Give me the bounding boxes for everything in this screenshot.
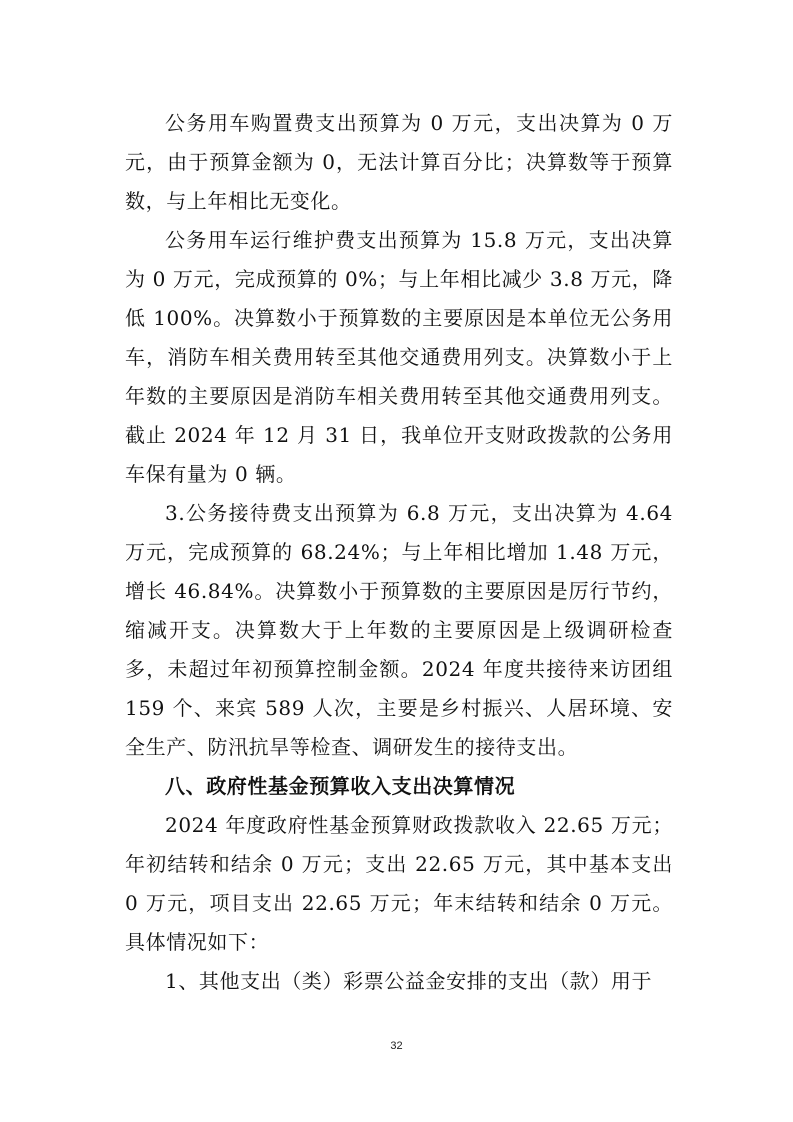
paragraph-other-expense: 1、其他支出（类）彩票公益金安排的支出（款）用于: [165, 969, 653, 993]
section-heading: 八、政府性基金预算收入支出决算情况: [165, 774, 516, 798]
paragraph-vehicle-purchase: 公务用车购置费支出预算为 0 万元，支出决算为 0 万元，由于预算金额为 0，无法计算百分比；决算数等于预算数，与上年相比无变化。: [125, 111, 673, 213]
paragraph-vehicle-maintenance: 公务用车运行维护费支出预算为 15.8 万元，支出决算为 0 万元，完成预算的 0%；与上年相比减少 3.8 万元，降低 100%。决算数小于预算数的主要原因是本单位无公务用车，消防车相关费用转至其他交通费用列支。决算数小于上年数的主要原因是消防车相关费用转至其他交通费用列支。截止 2024 年 12 月 31 日，我单位开支财政拨款的公务用车保有量为 0 辆。: [125, 228, 673, 486]
page-number: 32: [390, 1040, 403, 1052]
page-content: [125, 104, 673, 1001]
paragraph-fund-income: 2024 年度政府性基金预算财政拨款收入 22.65 万元；年初结转和结余 0 万元；支出 22.65 万元，其中基本支出 0 万元，项目支出 22.65 万元；年末结转和结余 0 万元。具体情况如下：: [125, 813, 673, 954]
paragraph-reception-expense: 3.公务接待费支出预算为 6.8 万元，支出决算为 4.64 万元，完成预算的 68.24%；与上年相比增加 1.48 万元，增长 46.84%。决算数小于预算数的主要原因是厉行节约，缩减开支。决算数大于上年数的主要原因是上级调研检查多，未超过年初预算控制金额。2024 年度共接待来访团组 159 个、来宾 589 人次，主要是乡村振兴、人居环境、安全生产、防汛抗旱等检查、调研发生的接待支出。: [125, 501, 673, 759]
